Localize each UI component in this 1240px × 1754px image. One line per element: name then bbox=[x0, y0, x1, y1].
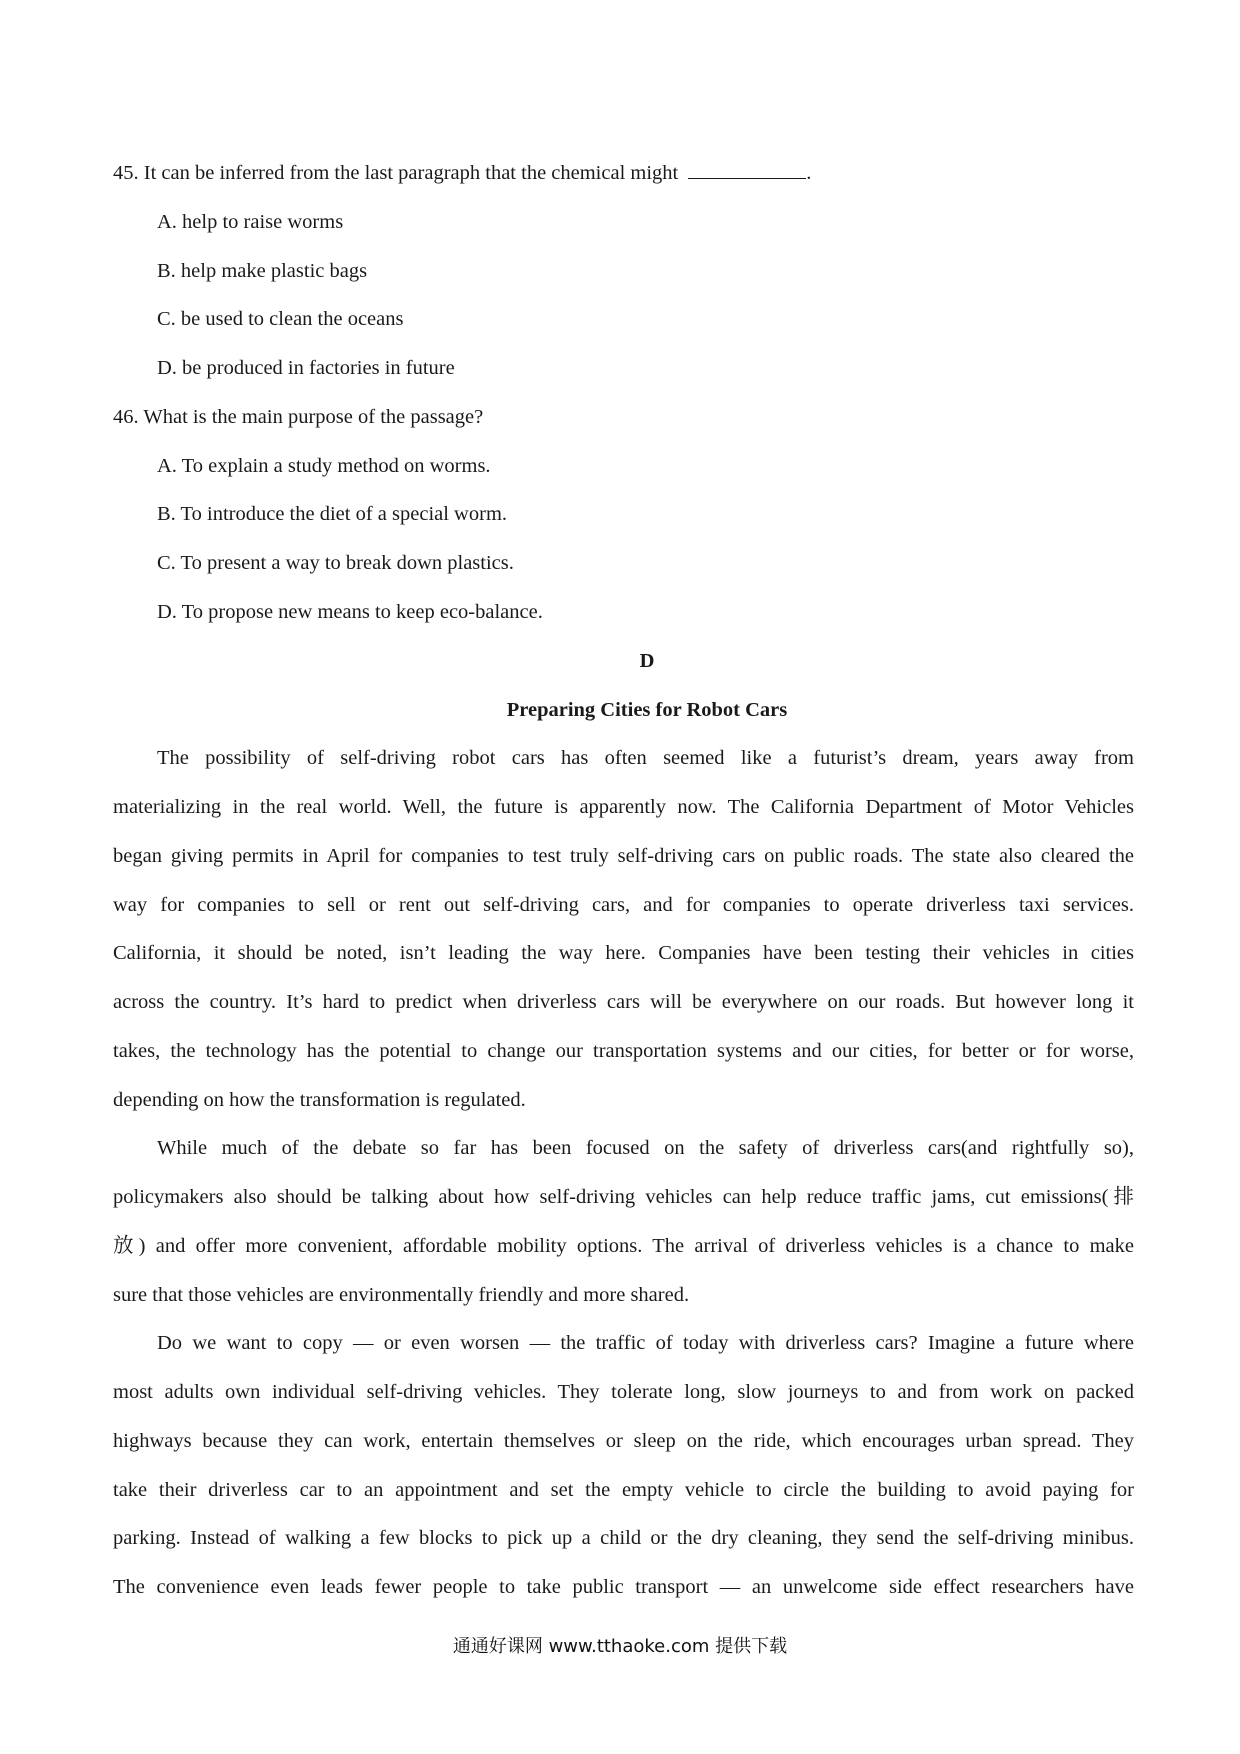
paragraph-1-line: The possibility of self-driving robot cars has often seemed like a futurist’s dream, years away from bbox=[157, 747, 1134, 769]
paragraph-2-line: 放) and offer more convenient, affordable mobility options. The arrival of driverless vehicles is a chance to make bbox=[113, 1235, 1134, 1257]
question-45-option-b: B. help make plastic bags bbox=[157, 260, 368, 282]
question-45-option-a: A. help to raise worms bbox=[157, 211, 344, 233]
question-45-option-c: C. be used to clean the oceans bbox=[157, 308, 404, 330]
question-45-stem bbox=[113, 160, 811, 186]
paragraph-2-line: policymakers also should be talking about how self-driving vehicles can help reduce traffic jams, cut emissions(排 bbox=[113, 1186, 1134, 1208]
question-46-option-a: A. To explain a study method on worms. bbox=[157, 455, 491, 477]
paragraph-1-line: way for companies to sell or rent out self-driving cars, and for companies to operate driverless taxi services. bbox=[113, 894, 1134, 916]
question-46-option-b: B. To introduce the diet of a special worm. bbox=[157, 503, 508, 525]
question-45-period: . bbox=[806, 162, 812, 184]
paragraph-3-line: Do we want to copy — or even worsen — the traffic of today with driverless cars? Imagine a future where bbox=[157, 1332, 1134, 1354]
paragraph-2-line: While much of the debate so far has been focused on the safety of driverless cars(and rightfully so), bbox=[157, 1137, 1134, 1159]
paragraph-1-line: began giving permits in April for companies to test truly self-driving cars on public roads. The state also cleared the bbox=[113, 845, 1134, 867]
paragraph-3-line: highways because they can work, entertain themselves or sleep on the ride, which encourages urban spread. They bbox=[113, 1430, 1134, 1452]
question-45-text: 45. It can be inferred from the last paragraph that the chemical might bbox=[113, 162, 679, 184]
paragraph-3-line: parking. Instead of walking a few blocks to pick up a child or the dry cleaning, they send the self-driving minibus. bbox=[113, 1527, 1134, 1549]
passage-title: Preparing Cities for Robot Cars bbox=[506, 699, 788, 721]
question-46-stem: 46. What is the main purpose of the passage? bbox=[113, 406, 484, 428]
question-45-option-d: D. be produced in factories in future bbox=[157, 357, 455, 379]
page-footer: 通通好课网 www.tthaoke.com 提供下载 bbox=[452, 1636, 788, 1657]
answer-blank bbox=[688, 160, 806, 179]
paragraph-1-line: takes, the technology has the potential to change our transportation systems and our cities, for better or for worse, bbox=[113, 1040, 1134, 1062]
question-46-option-c: C. To present a way to break down plastics. bbox=[157, 552, 514, 574]
section-letter: D bbox=[639, 650, 655, 672]
paragraph-3-line: take their driverless car to an appointment and set the empty vehicle to circle the building to avoid paying for bbox=[113, 1479, 1134, 1501]
paragraph-1-line: across the country. It’s hard to predict when driverless cars will be everywhere on our roads. But however long it bbox=[113, 991, 1134, 1013]
paragraph-1-line: depending on how the transformation is regulated. bbox=[113, 1089, 526, 1111]
paragraph-2-line: sure that those vehicles are environmentally friendly and more shared. bbox=[113, 1284, 690, 1306]
paragraph-3-line: most adults own individual self-driving vehicles. They tolerate long, slow journeys to and from work on packed bbox=[113, 1381, 1134, 1403]
question-46-option-d: D. To propose new means to keep eco-balance. bbox=[157, 601, 543, 623]
paragraph-1-line: California, it should be noted, isn’t leading the way here. Companies have been testing their vehicles in cities bbox=[113, 942, 1134, 964]
paragraph-3-line: The convenience even leads fewer people to take public transport — an unwelcome side effect researchers have bbox=[113, 1576, 1134, 1598]
paragraph-1-line: materializing in the real world. Well, the future is apparently now. The California Department of Motor Vehicles bbox=[113, 796, 1134, 818]
